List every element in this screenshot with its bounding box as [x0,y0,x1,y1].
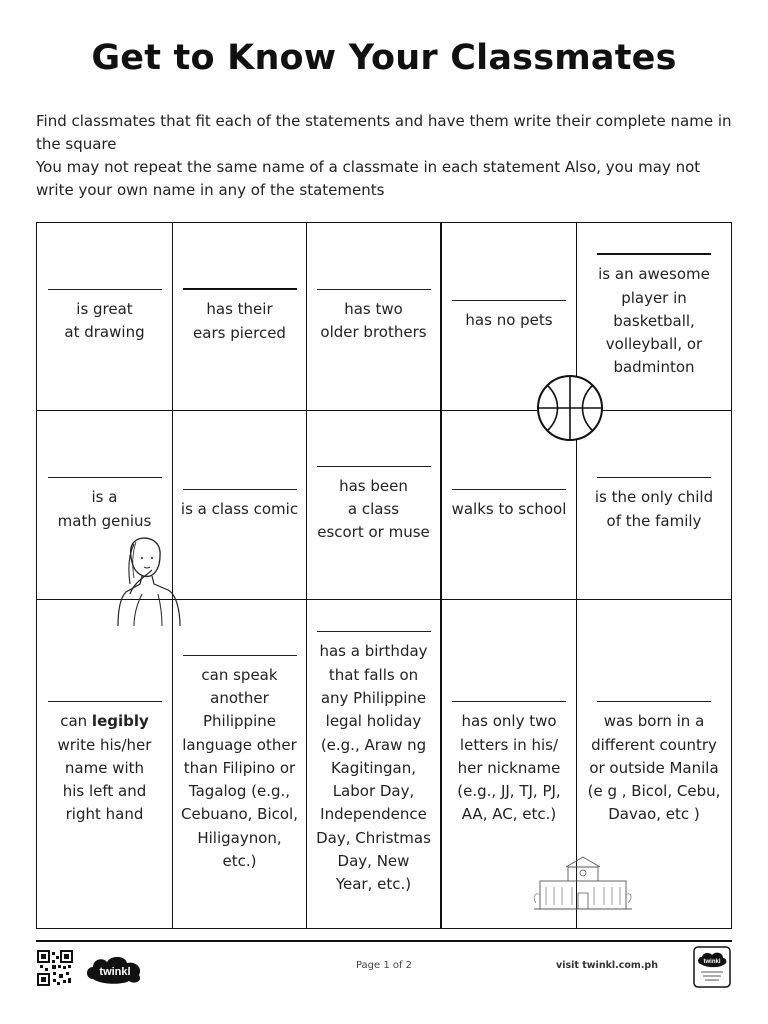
statement-text: has two older brothers [320,299,427,341]
name-line [317,466,431,467]
name-line [48,701,162,702]
statement-text: has been a class escort or muse [317,476,430,542]
name-line [48,477,162,478]
instruction-line-2: You may not repeat the same name of a classmate in each statement Also, you may not write your own name in any of the statements [36,158,701,199]
building-icon [532,853,634,913]
name-line [452,300,566,301]
name-line [183,288,297,290]
name-line [183,489,297,490]
footer-divider [36,940,732,942]
statement-text: walks to school [451,499,567,518]
name-line [48,289,162,290]
legibly-word: legibly [91,712,149,731]
grid-cell[interactable] [307,600,442,928]
name-line [183,655,297,656]
statement-text: is great at drawing [64,299,145,341]
name-line [597,701,711,702]
statement-text: is an awesome player in basketball, volleyball, or badminton [598,265,710,377]
thinking-girl-icon [112,536,184,628]
instructions [36,110,736,202]
name-line [597,477,711,478]
statement-text: was born in a different country or outside Manila (e g , Bicol, Cebu, Davao, etc ) [587,712,721,824]
grid-cell[interactable] [173,600,307,928]
statement-text: is a class comic [180,499,299,518]
statement-text: has no pets [465,311,553,330]
name-line [317,289,431,290]
statement-text: has their ears pierced [193,300,286,342]
quality-badge-icon [693,946,731,988]
page-title: Get to Know Your Classmates [91,38,677,78]
grid-cell[interactable] [37,600,173,928]
statement-text: has only two letters in his/ her nickname (e.g., JJ, TJ, PJ, AA, AC, etc.) [457,712,561,824]
grid-cell[interactable] [173,411,307,600]
statement-text: has a birthday that falls on any Philippine legal holiday (e.g., Araw ng Kagitingan, Labor Day, Independence Day, Christmas Day, New Year, etc.) [316,642,431,894]
basketball-icon [535,373,605,443]
statement-text: is the only child of the family [594,488,714,530]
name-line [452,489,566,490]
page-number: Page 1 of 2 [355,960,413,971]
twinkl-logo-text: twinkl [99,966,131,978]
name-line [452,701,566,702]
statement-rest: write his/her name with his left and right hand [57,735,152,824]
grid-cell[interactable] [37,223,173,411]
statement-text: is a math genius [57,488,152,530]
legibly-prefix: can [60,712,92,731]
name-line [597,253,711,255]
grid-cell[interactable] [307,411,442,600]
badge-logo-text: twinkl [703,959,721,965]
visit-link[interactable]: visit twinkl.com.ph [556,960,658,971]
name-line [317,631,431,632]
grid-cell[interactable] [173,223,307,411]
grid-cell[interactable] [307,223,442,411]
statement-text [58,710,152,826]
statement-text: can speak another Philippine language other than Filipino or Tagalog (e.g., Cebuano, Bicol, Hiligaynon, etc.) [181,665,298,871]
instruction-line-1: Find classmates that fit each of the statements and have them write their complete name in the square [36,112,732,153]
